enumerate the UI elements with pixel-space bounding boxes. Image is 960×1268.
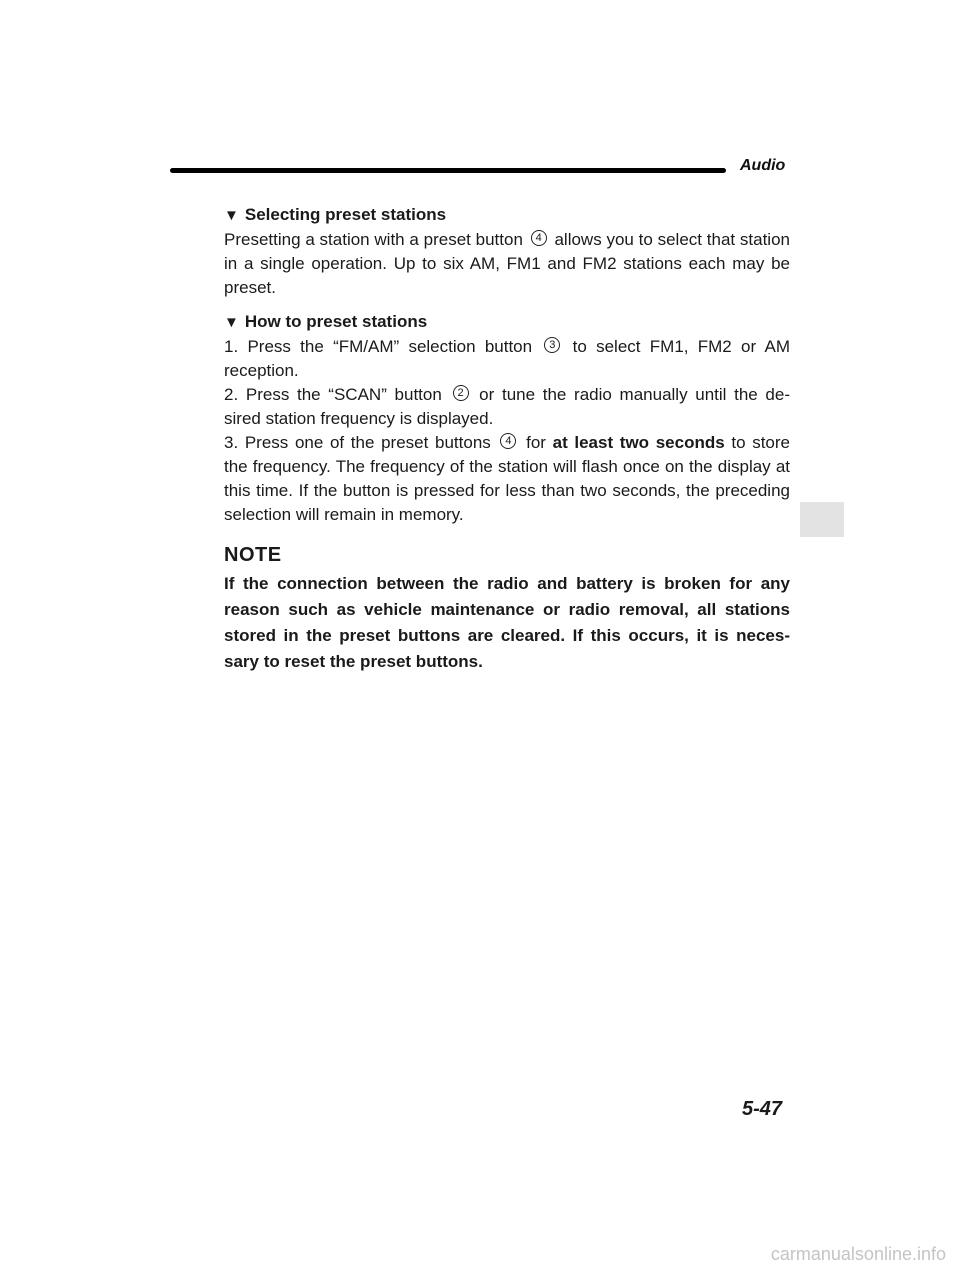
paragraph-selecting: Presetting a station with a preset button 4 allows you to select that station in a single operation. Up to six AM, FM1 and FM2 stations each may be preset. xyxy=(224,230,790,297)
triangle-bullet-icon: ▼ xyxy=(224,314,239,331)
chapter-tab xyxy=(800,502,844,537)
circled-number-icon: 2 xyxy=(453,385,469,401)
circled-number-icon: 3 xyxy=(544,337,560,353)
step-2: 2. Press the “SCAN” button 2 or tune the radio manually until the de- sired station frequency is displayed. xyxy=(224,385,791,428)
triangle-bullet-icon: ▼ xyxy=(224,207,239,224)
note-title: NOTE xyxy=(224,544,282,566)
page-content xyxy=(224,203,790,675)
note-text: If the connection between the radio and battery is broken for any reason such as vehicle maintenance or radio removal, all stations stored in the preset buttons are cleared. If this occurs, it is neces- sary to reset the preset buttons. xyxy=(224,574,790,671)
step-1: 1. Press the “FM/AM” selection button 3 to select FM1, FM2 or AM reception. xyxy=(224,337,790,380)
circled-number-icon: 4 xyxy=(500,433,516,449)
header-rule xyxy=(170,168,726,173)
step-3: 3. Press one of the preset buttons 4 for at least two seconds to store the frequency. The frequency of the station will flash once on the display at this time. If the button is pressed for less than two seconds, the preceding selection will remain in memory. xyxy=(224,433,790,524)
section-heading-selecting: ▼ Selecting preset stations xyxy=(224,205,447,224)
section-title: Audio xyxy=(740,157,786,174)
circled-number-icon: 4 xyxy=(531,230,547,246)
page-number: 5-47 xyxy=(742,1098,783,1120)
section-heading-how-to: ▼ How to preset stations xyxy=(224,312,428,331)
watermark: carmanualsonline.info xyxy=(770,1244,946,1264)
